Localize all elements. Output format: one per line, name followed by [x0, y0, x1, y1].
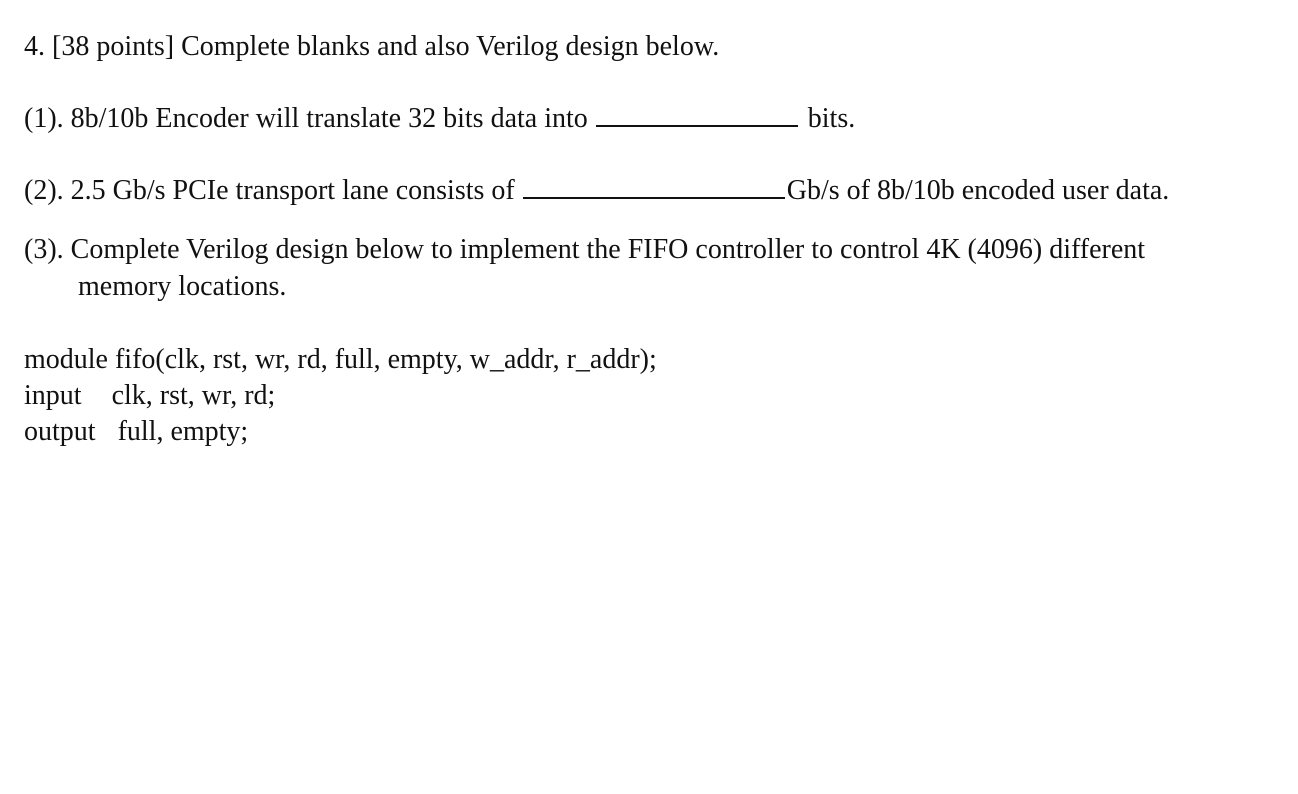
verilog-output-args: full, empty;: [117, 416, 249, 447]
verilog-module-line: module fifo(clk, rst, wr, rd, full, empty, w_addr, r_addr);: [24, 344, 657, 375]
question-2: [24, 174, 1169, 208]
question-3-line-2: memory locations.: [78, 271, 287, 302]
question-1-suffix: bits.: [807, 103, 856, 134]
question-2-suffix: Gb/s of 8b/10b encoded user data.: [786, 175, 1170, 206]
question-header: 4. [38 points] Complete blanks and also Verilog design below.: [24, 31, 720, 62]
question-3-line-1: (3). Complete Verilog design below to implement the FIFO controller to control 4K (4096) different: [24, 234, 1146, 265]
verilog-input-line: [24, 379, 275, 413]
verilog-input-args: clk, rst, wr, rd;: [111, 380, 276, 411]
answer-blank-2[interactable]: [523, 175, 785, 199]
verilog-output-line: [24, 415, 248, 449]
question-1: [24, 102, 855, 136]
question-1-prefix: (1). 8b/10b Encoder will translate 32 bits data into: [24, 103, 588, 134]
question-2-prefix: (2). 2.5 Gb/s PCIe transport lane consists of: [24, 175, 515, 206]
verilog-output-keyword: output: [24, 416, 96, 447]
answer-blank-1[interactable]: [596, 103, 798, 127]
verilog-input-keyword: input: [24, 380, 82, 411]
